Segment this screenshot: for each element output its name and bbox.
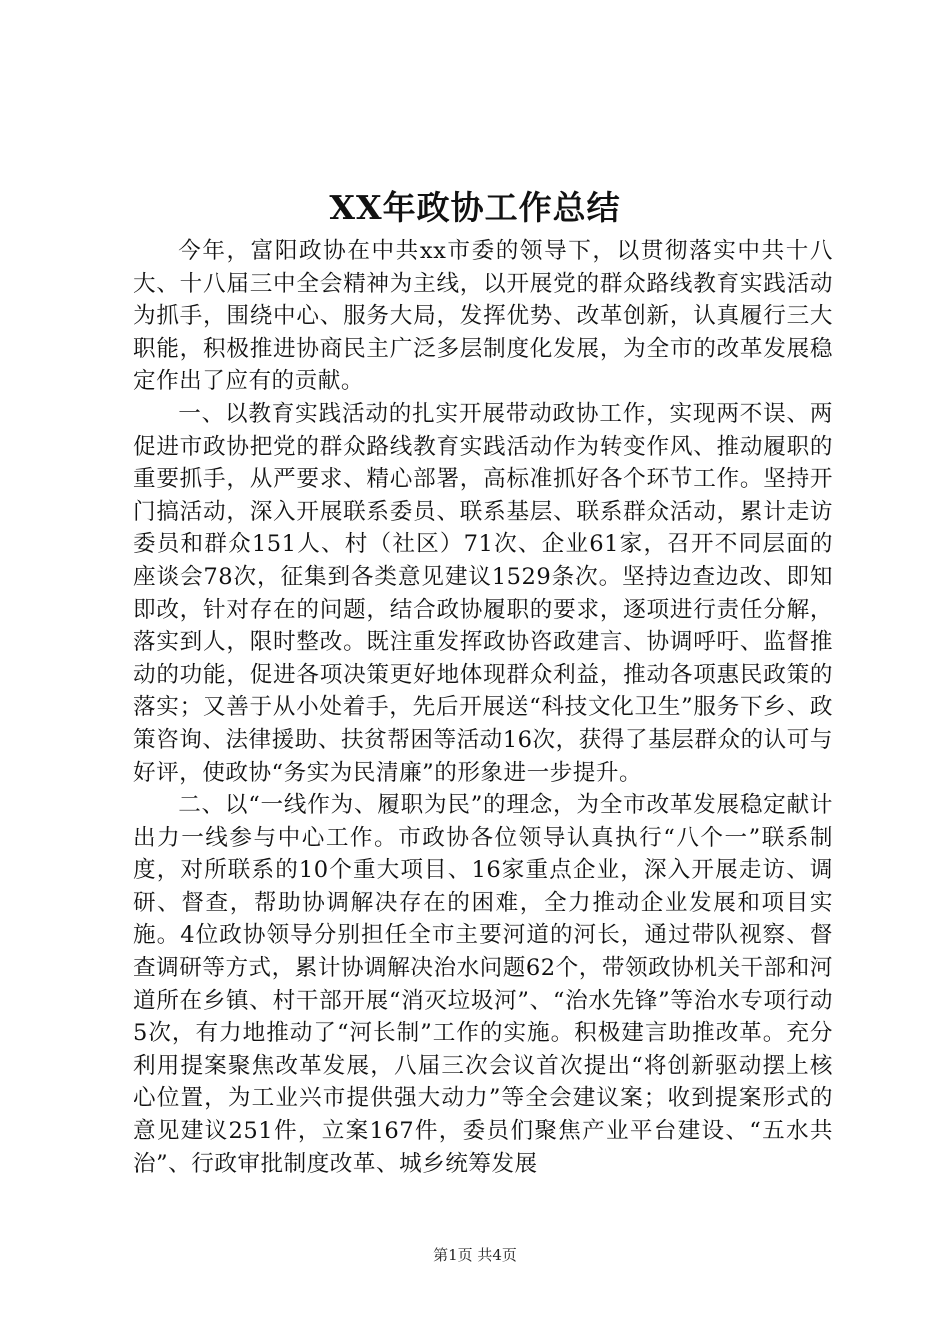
paragraph-intro: 今年，富阳政协在中共xx市委的领导下，以贯彻落实中共十八大、十八届三中全会精神为主线，以开展党的群众路线教育实践活动为抓手，围绕中心、服务大局，发挥优势、改革创新，认真履行三大职能，积极推进协商民主广泛多层制度化发展，为全市的改革发展稳定作出了应有的贡献。 xyxy=(133,238,833,395)
paragraph-section-1: 一、以教育实践活动的扎实开展带动政协工作，实现两不误、两促进市政协把党的群众路线教育实践活动作为转变作风、推动履职的重要抓手，从严要求、精心部署，高标准抓好各个环节工作。坚持开门搞活动，深入开展联系委员、联系基层、联系群众活动，累计走访委员和群众151人、村（社区）71次、企业61家，召开不同层面的座谈会78次，征集到各类意见建议1529条次。坚持边查边改、即知即改，针对存在的问题，结合政协履职的要求，逐项进行责任分解，落实到人，限时整改。既注重发挥政协咨政建言、协调呼吁、监督推动的功能，促进各项决策更好地体现群众利益，推动各项惠民政策的落实；又善于从小处着手，先后开展送“科技文化卫生”服务下乡、政策咨询、法律援助、扶贫帮困等活动16次，获得了基层群众的认可与好评，使政协“务实为民清廉”的形象进一步提升。 xyxy=(133,400,833,786)
page-number-footer: 第1页 共4页 xyxy=(433,1246,517,1264)
paragraph-section-2: 二、以“一线作为、履职为民”的理念，为全市改革发展稳定献计出力一线参与中心工作。市政协各位领导认真执行“八个一”联系制度，对所联系的10个重大项目、16家重点企业，深入开展走访、调研、督查，帮助协调解决存在的困难，全力推动企业发展和项目实施。4位政协领导分别担任全市主要河道的河长，通过带队视察、督查调研等方式，累计协调解决治水问题62个，带领政协机关干部和河道所在乡镇、村干部开展“消灭垃圾河”、“治水先锋”等治水专项行动5次，有力地推动了“河长制”工作的实施。积极建言助推改革。充分利用提案聚焦改革发展，八届三次会议首次提出“将创新驱动摆上核心位置，为工业兴市提供强大动力”等全会建议案；收到提案形式的意见建议251件，立案167件，委员们聚焦产业平台建设、“五水共治”、行政审批制度改革、城乡统筹发展 xyxy=(133,792,833,1177)
document-title: XX年政协工作总结 xyxy=(329,188,621,227)
document-body xyxy=(133,235,833,1180)
